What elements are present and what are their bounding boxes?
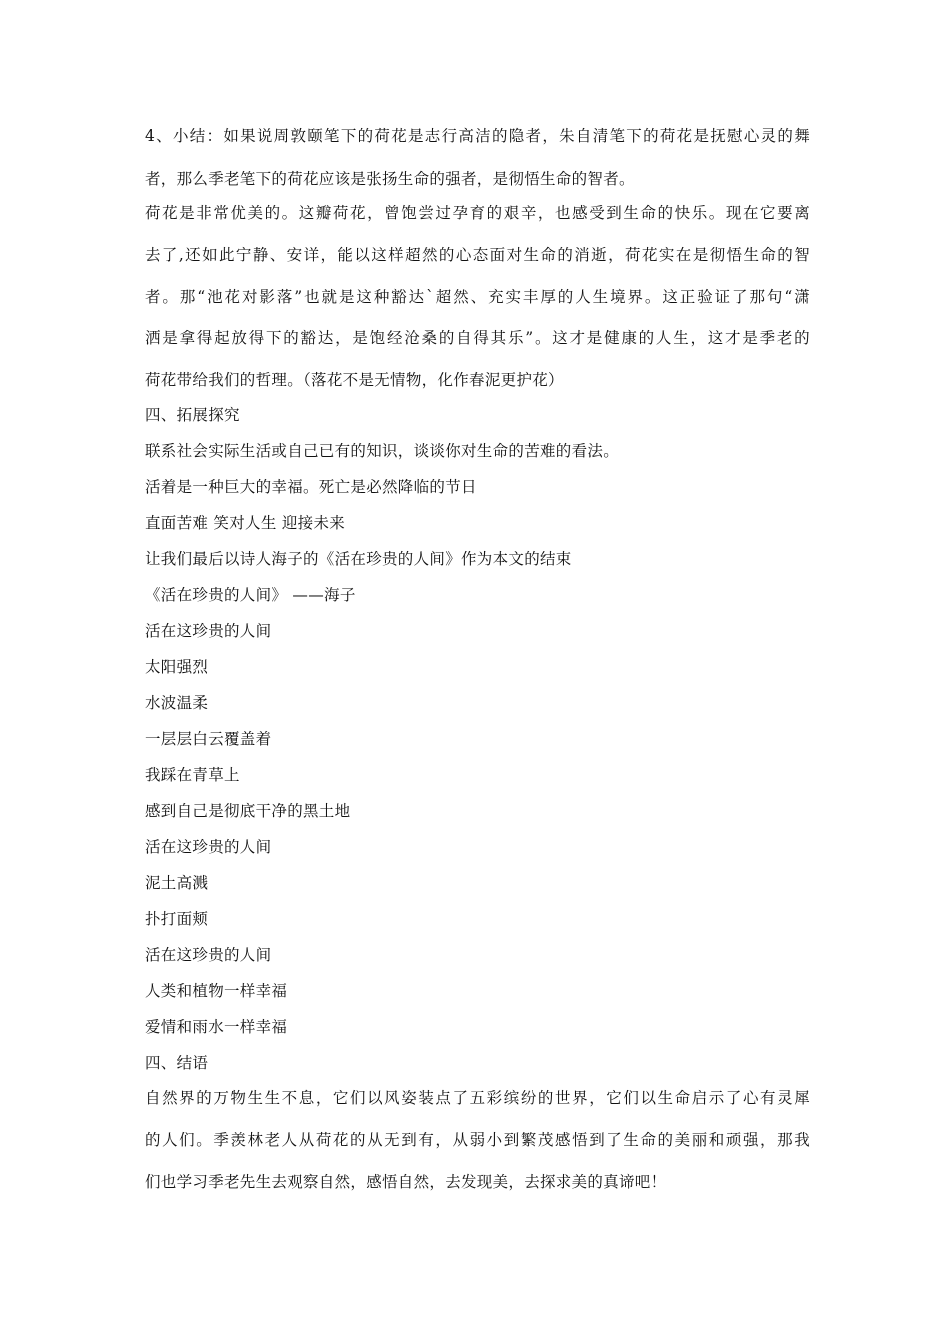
paragraph-line-4: 洒是拿得起放得下的豁达，是饱经沧桑的自得其乐”。这才是健康的人生，这才是季老的 bbox=[145, 329, 810, 347]
section-heading-extension: 四、拓展探究 bbox=[145, 406, 240, 424]
summary-line-1: 4、小结：如果说周敦颐笔下的荷花是志行高洁的隐者，朱自清笔下的荷花是抚慰心灵的舞 bbox=[145, 127, 810, 145]
paragraph-line-5: 荷花带给我们的哲理。（落花不是无情物，化作春泥更护花） bbox=[145, 371, 564, 389]
poem-line: 人类和植物一样幸福 bbox=[145, 982, 288, 1000]
conclusion-line-1: 自然界的万物生生不息，它们以风姿装点了五彩缤纷的世界，它们以生命启示了心有灵犀 bbox=[145, 1089, 810, 1107]
paragraph-line-3: 者。那“池花对影落”也就是这种豁达`超然、充实丰厚的人生境界。这正验证了那句“潇 bbox=[145, 288, 810, 306]
poem-line: 活在这珍贵的人间 bbox=[145, 838, 272, 856]
poem-line: 扑打面颊 bbox=[145, 910, 209, 928]
extension-sentence-3: 让我们最后以诗人海子的《活在珍贵的人间》作为本文的结束 bbox=[145, 550, 572, 568]
poem-line: 太阳强烈 bbox=[145, 658, 209, 676]
poem-line: 爱情和雨水一样幸福 bbox=[145, 1018, 288, 1036]
summary-line-2: 者，那么季老笔下的荷花应该是张扬生命的强者，是彻悟生命的智者。 bbox=[145, 170, 635, 188]
paragraph-line-2: 去了,还如此宁静、安详，能以这样超然的心态面对生命的消逝，荷花实在是彻悟生命的智 bbox=[145, 246, 810, 264]
poem-line: 活在这珍贵的人间 bbox=[145, 946, 272, 964]
poem-line: 活在这珍贵的人间 bbox=[145, 622, 272, 640]
poem-line: 泥土高溅 bbox=[145, 874, 209, 892]
conclusion-line-3: 们也学习季老先生去观察自然，感悟自然，去发现美，去探求美的真谛吧！ bbox=[145, 1173, 667, 1191]
section-heading-conclusion: 四、结语 bbox=[145, 1054, 209, 1072]
poem-line: 水波温柔 bbox=[145, 694, 209, 712]
extension-sentence-1: 活着是一种巨大的幸福。死亡是必然降临的节日 bbox=[145, 478, 477, 496]
poem-line: 我踩在青草上 bbox=[145, 766, 240, 784]
poem-line: 感到自己是彻底干净的黑土地 bbox=[145, 802, 351, 820]
paragraph-line-1: 荷花是非常优美的。这瓣荷花，曾饱尝过孕育的艰辛，也感受到生命的快乐。现在它要离 bbox=[145, 204, 810, 222]
poem-title: 《活在珍贵的人间》 ——海子 bbox=[145, 586, 356, 604]
extension-question: 联系社会实际生活或自己已有的知识，谈谈你对生命的苦难的看法。 bbox=[145, 442, 620, 460]
poem-line: 一层层白云覆盖着 bbox=[145, 730, 272, 748]
extension-sentence-2: 直面苦难 笑对人生 迎接未来 bbox=[145, 514, 346, 532]
conclusion-line-2: 的人们。季羡林老人从荷花的从无到有，从弱小到繁茂感悟到了生命的美丽和顽强，那我 bbox=[145, 1131, 810, 1149]
